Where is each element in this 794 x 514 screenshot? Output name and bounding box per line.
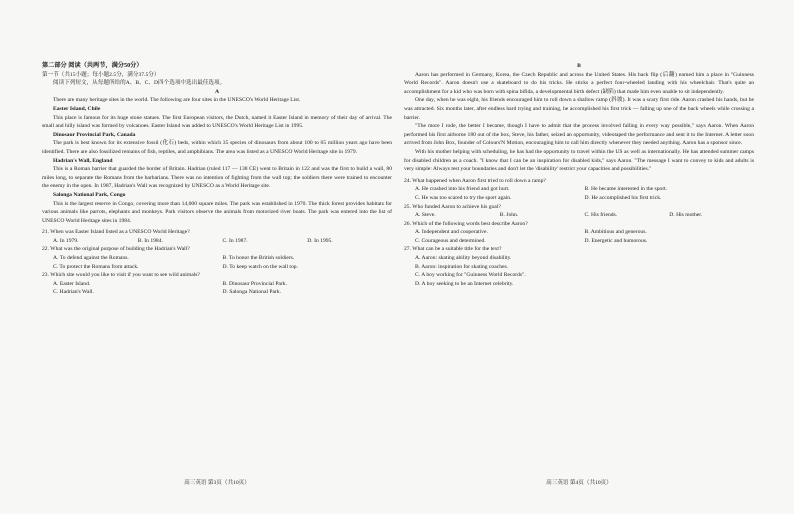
site-name: Salonga National Park, Congo xyxy=(53,191,126,198)
answer-options xyxy=(404,254,754,288)
answer-option[interactable]: A. In 1979. xyxy=(53,237,79,244)
question xyxy=(404,220,754,246)
section-title: 第二部分 阅读（共两节，满分50分） xyxy=(42,62,143,69)
passage-b-paragraph: One day, when he was eight, his friends encouraged him to roll down a shallow ramp (斜坡). It was a scary first ride. Aaron crashed his hands, but he was attracted. Six months later, after endless hard trying and training, he accomplished his first trick — falling up one of the back wheels while crossing a barrier. xyxy=(404,97,754,121)
passage-b-paragraph: With his mother helping with scheduling, he has had the opportunity to travel within the US as well as internationally. He has attended summer camps for disabled children as a coach. "I know that I can be an inspiration for disabled kids," says Aaron. "The message I want to convey to kids and adults is very simple: Always test your boundaries and don't let the 'disability' restrict your capacities and possibilities." xyxy=(404,148,754,173)
site-name: Dinosaur Provincial Park, Canada xyxy=(53,131,136,138)
question-stem: 25. Who funded Aaron to achieve his goal? xyxy=(404,203,501,210)
question-stem: 26. Which of the following words best describe Aaron? xyxy=(404,220,528,227)
answer-option[interactable]: B. He became interested in the sport. xyxy=(584,186,668,193)
answer-option[interactable]: D. Energetic and humorous. xyxy=(584,237,648,244)
answer-option[interactable]: A. He crashed into his friend and got hurt. xyxy=(415,186,510,193)
answer-option[interactable]: C. To protect the Romans from attack. xyxy=(53,263,139,270)
question xyxy=(42,245,392,271)
passage-letter-b: B xyxy=(577,63,581,69)
site-description: This is the largest reserve in Congo, covering more than 14,000 square miles. The park was established in 1970. The thick forest provides habitats for various animals like parrots, elephants and monkeys. Park visitors observe the animals from motorized river boats. The park was entered into the list of UNESCO World Heritage sites in 1984. xyxy=(42,200,392,224)
answer-option[interactable]: B. Aaron: inspiration for skating coaches. xyxy=(415,263,509,270)
instruction: 阅读下列短文，从每题所给的A、B、C、D四个选项中选出最佳选项。 xyxy=(53,80,226,87)
answer-option[interactable]: C. Courageous and determined. xyxy=(415,237,486,244)
answer-options xyxy=(42,237,392,246)
site-description: This place is famous for its huge stone statues. The first European visitors, the Dutch, named it Easter Island in memory of their day of arrival. The small and hilly island was formed by volcanoes. Easter Island was added to UNESCO's World Heritage List in 1995. xyxy=(42,114,392,130)
answer-options xyxy=(42,280,392,297)
question xyxy=(404,245,754,288)
answer-option[interactable]: B. John. xyxy=(499,212,519,219)
question xyxy=(404,177,754,203)
right-page xyxy=(404,62,754,288)
answer-option[interactable]: A. Independent and cooperative. xyxy=(415,229,488,236)
left-page xyxy=(42,62,392,297)
site-description: This is a Roman barrier that guarded the border of Britain. Hadrian (ruled 117 — 138 CE) went to Britain in 122 and was the first to build a wall, 80 miles long, to separate the Romans from the barbarians. There was no intention of fighting from the wall top; the soldiers there were trained to encounter the enemy in the open. In 1987, Hadrian's Wall was recognized by UNESCO as a World Heritage site. xyxy=(42,166,392,190)
answer-option[interactable]: A. Aaron: skating ability beyond disability. xyxy=(415,255,512,262)
answer-option[interactable]: C. Hadrian's Wall. xyxy=(53,289,94,296)
answer-option[interactable]: C. In 1987. xyxy=(222,237,248,244)
question xyxy=(42,271,392,297)
answer-option[interactable]: C. His friends. xyxy=(584,212,618,219)
answer-options xyxy=(404,211,754,220)
answer-option[interactable]: A. To defend against the Romans. xyxy=(53,255,129,262)
answer-options xyxy=(42,254,392,271)
answer-option[interactable]: D. A boy seeking to be an Internet celebrity. xyxy=(415,280,514,287)
question-stem: 24. What happened when Aaron first tried to roll down a ramp? xyxy=(404,177,546,184)
question-list-b xyxy=(404,177,754,289)
question-stem: 21. When was Easter Island listed as a UNESCO World Heritage? xyxy=(42,229,190,236)
question-stem: 22. What was the original purpose of building the Hadrian's Wall? xyxy=(42,246,190,253)
answer-option[interactable]: B. Ambitious and generous. xyxy=(584,229,647,236)
question xyxy=(404,203,754,220)
page-footer-left: 高三英语 第3页（共10页） xyxy=(184,480,250,486)
passage-b-paragraph: Aaron has performed in Germany, Korea, the Czech Republic and across the United States. His back flip (后翻) earned him a place in "Guinness World Records". Aaron doesn't use a skateboard to do his tricks. He sticks a perfect four-wheeled landing with his wheelchair. That's quite an accomplishment for a kid who was born with spina bifida, a developmental birth defect (缺陷) that made him even unable to sit independently. xyxy=(404,71,754,95)
answer-option[interactable]: B. To honor the British soldiers. xyxy=(222,255,295,262)
answer-option[interactable]: C. He was too scared to try the sport again. xyxy=(415,194,512,201)
passage-b-paragraph: "The more I rode, the better I became, though I have to admit that the process involved falling in every way possible," says Aaron. When Aaron performed his first airborne 180 out of the box, Steve, his father, seized an opportunity, videotaped the performance and sent it to the Internet. A letter soon arrived from John Box, founder of Colours'N Motion, encouraging him to call him directly whenever they needed anything. Aaron has a sponsor since. xyxy=(404,123,754,147)
passage-b-body xyxy=(404,71,754,174)
answer-option[interactable]: D. Salonga National Park. xyxy=(222,289,282,296)
answer-option[interactable]: B. In 1984. xyxy=(137,237,163,244)
question-stem: 23. Which site would you like to visit if you want to see wild animals? xyxy=(42,272,200,279)
site-description: The park is best known for its extensive fossil (化石) beds, within which 35 species of dinosaurs from about 100 to 65 million years ago have been identified. There are also fossilized remains of fish, reptiles, and amphibians. The area was listed as a UNESCO World Heritage site in 1979. xyxy=(42,140,392,155)
answer-option[interactable]: C. A boy working for "Guinness World Records". xyxy=(415,272,526,279)
site-name: Easter Island, Chile xyxy=(53,105,101,112)
question-stem: 27. What can be a suitable title for the text? xyxy=(404,246,502,253)
passage-letter-a: A xyxy=(214,88,220,95)
subsection-title: 第一节（共15小题；每小题2.5分，满分37.5分） xyxy=(42,71,160,78)
page-footer-right: 高三英语 第4页（共10页） xyxy=(546,480,612,486)
answer-option[interactable]: A. Steve. xyxy=(415,212,436,219)
answer-option[interactable]: A. Easter Island. xyxy=(53,280,91,287)
answer-option[interactable]: D. To keep watch on the wall top. xyxy=(222,263,298,270)
answer-option[interactable]: B. Dinosaur Provincial Park. xyxy=(222,280,287,287)
site-name: Hadrian's Wall, England xyxy=(53,157,113,164)
answer-option[interactable]: D. He accomplished his first trick. xyxy=(584,194,662,201)
question-list-a xyxy=(42,228,392,297)
heritage-site-list xyxy=(42,105,392,225)
question xyxy=(42,228,392,245)
passage-a-intro: There are many heritage sites in the world. The following are four sites in the UNESCO's World Heritage List. xyxy=(53,97,301,104)
answer-option[interactable]: D. His mother. xyxy=(669,212,703,219)
answer-options xyxy=(404,185,754,202)
answer-options xyxy=(404,228,754,245)
answer-option[interactable]: D. In 1995. xyxy=(307,237,333,244)
